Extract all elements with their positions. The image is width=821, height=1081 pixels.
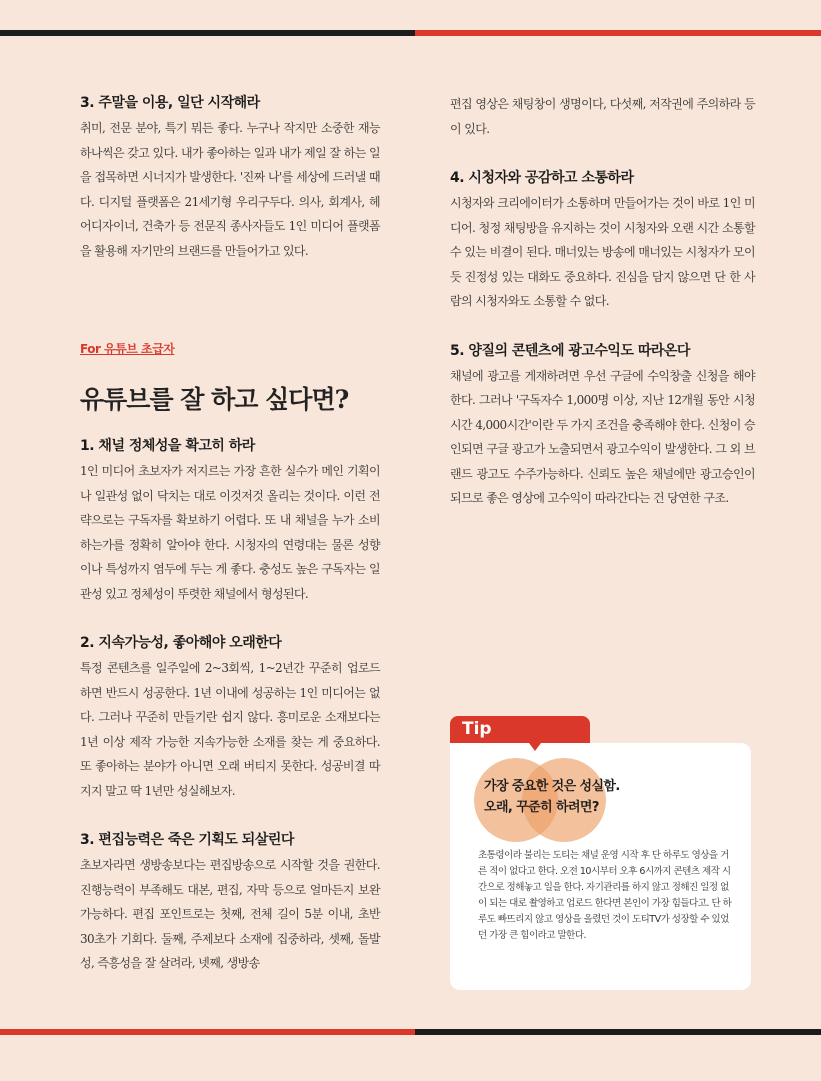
tip-headline [484, 776, 724, 818]
tip-1-body: 1인 미디어 초보자가 저지르는 가장 흔한 실수가 메인 기획이나 일관성 없이 닥치는 대로 이것저것 올리는 것이다. 이런 전략으로는 구독자를 확보하기 어렵다. 또 내 채널을 누가 소비하는가를 정확히 알아야 한다. 시청자의 연령대는 물론 성향이나 특성까지 염두에 두는 게 좋다. 충성도 높은 구독자는 일관성 있고 정체성이 뚜렷한 채널에서 형성된다. [80, 464, 380, 601]
tip-headline-line-2: 오래, 꾸준히 하려면? [484, 800, 599, 815]
top-rule-dark [0, 30, 415, 36]
left-column [80, 92, 380, 263]
tip-tab [450, 716, 590, 746]
tip-2-body: 특정 콘텐츠를 일주일에 2~3회씩, 1~2년간 꾸준히 업로드하면 반드시 성공한다. 1년 이내에 성공하는 1인 미디어는 없다. 그러나 꾸준히 만들기란 쉽지 않다. 흥미로운 소재보다는 1년 이상 제작 가능한 지속가능한 소재를 찾는 게 중요하다. 또 좋아하는 분야가 아니면 오래 버티지 못한다. 성공비결 따지지 말고 딱 1년만 성실해보자. [80, 661, 380, 798]
tip-5-body: 채널에 광고를 게재하려면 우선 구글에 수익창출 신청을 해야 한다. 그러나 '구독자수 1,000명 이상, 지난 12개월 동안 시청시간 4,000시간'이란 두 가지 조건을 충족해야 한다. 신청이 승인되면 구글 광고가 노출되면서 광고수익이 발생한다. 그 외 브랜드 광고도 수주가능하다. 신뢰도 높은 채널에만 광고승인이 되므로 좋은 영상에 고수익이 따라간다는 건 당연한 구조. [450, 368, 755, 505]
top-rule-red [415, 30, 821, 36]
section-tag: For 유튜브 초급자 [80, 342, 175, 356]
section-3-body: 취미, 전문 분야, 특기 뭐든 좋다. 누구나 작지만 소중한 재능 하나씩은 갖고 있다. 내가 좋아하는 일과 내가 제일 잘 하는 일을 접목하면 시너지가 발생한다. '진짜 나'를 세상에 드러낼 때다. 디지털 플랫폼은 21세기형 우리구두다. 의사, 회계사, 헤어디자이너, 건축가 등 전문직 종사자들도 1인 미디어 플랫폼을 활용해 자기만의 브랜드를 만들어가고 있다. [80, 121, 380, 258]
tip-label: Tip [462, 719, 492, 739]
tip-3-title: 3. 편집능력은 죽은 기획도 되살린다 [80, 832, 294, 848]
page-title: 유튜브를 잘 하고 싶다면? [80, 385, 349, 414]
right-column [450, 92, 755, 511]
tip-3-body-continued: 편집 영상은 채팅창이 생명이다, 다섯째, 저작권에 주의하라 등이 있다. [450, 97, 755, 136]
tip-4-title: 4. 시청자와 공감하고 소통하라 [450, 170, 634, 186]
tip-4-body: 시청자와 크리에이터가 소통하며 만들어가는 것이 바로 1인 미디어. 청정 채팅방을 유지하는 것이 시청자와 오랜 시간 소통할 수 있는 비결이 된다. 매너있는 방송에 매너있는 시청자가 모이듯 진정성 있는 대화도 중요하다. 진심을 담지 않으면 단 한 사람의 시청자와도 소통할 수 없다. [450, 196, 755, 308]
tip-1-title: 1. 채널 정체성을 확고히 하라 [80, 438, 255, 454]
bottom-rule-red [0, 1029, 415, 1035]
tip-headline-line-1: 가장 중요한 것은 성실함. [484, 779, 620, 794]
section-3-title: 3. 주말을 이용, 일단 시작해라 [80, 95, 260, 111]
tip-notch [529, 743, 541, 751]
bottom-rule-dark [415, 1029, 821, 1035]
tip-2-title: 2. 지속가능성, 좋아해야 오래한다 [80, 635, 282, 651]
tip-3-body: 초보자라면 생방송보다는 편집방송으로 시작할 것을 권한다. 진행능력이 부족해도 대본, 편집, 자막 등으로 얼마든지 보완가능하다. 편집 포인트로는 첫째, 전체 길이 5분 이내, 초반 30초가 기회다. 둘째, 주제보다 소재에 집중하라, 셋째, 돌발성, 즉흥성을 잘 살려라, 넷째, 생방송 [80, 858, 380, 970]
tip-5-title: 5. 양질의 콘텐츠에 광고수익도 따라온다 [450, 342, 690, 359]
left-column-tips [80, 435, 380, 976]
tip-body: 초통령이라 불리는 도티는 채널 운영 시작 후 단 하루도 영상을 거른 적이 없다고 한다. 오전 10시부터 오후 6시까지 콘텐츠 제작 시간으로 정해놓고 일을 한다. 자기관리를 하지 않고 정해진 일정 없이 되는 대로 촬영하고 업로드 한다면 본인이 가장 힘들다고. 단 하루도 빠뜨리지 않고 영상을 올렸던 것이 도티TV가 성장할 수 있었던 가장 큰 힘이라고 말한다. [478, 850, 732, 941]
